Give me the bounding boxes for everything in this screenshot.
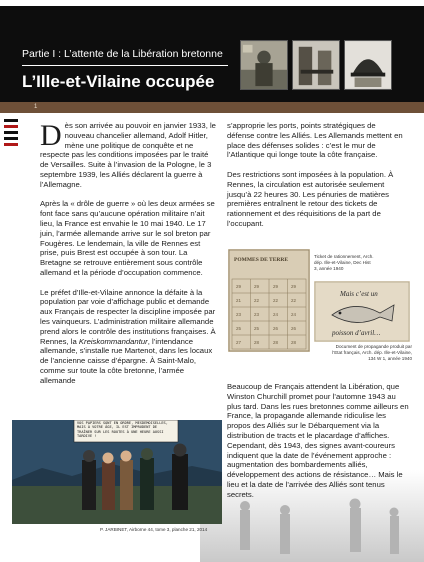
top-strip [0,0,424,6]
svg-text:22: 22 [273,298,279,303]
ration-ticket-image [228,249,310,352]
svg-text:28: 28 [254,340,260,345]
paragraph-invasion: Après la « drôle de guerre » où les deux armées se font face sans qu’aucune opération militaire n’ait lieu, la France est envahie le 10 mai 1940. Le 17 juin, l’armée allemande arrive sur le sol breton par Fougères. Le lendemain, la ville de Rennes est prise, puis Brest est occupée à son tour. La Bretagne se retrouve entièrement sous contrôle allemand et la période d’occupation commence. [40,199,215,277]
paragraph-prefet: Le préfet d’Ille-et-Vilaine annonce la défaite à la population par voie d’affichage public et demande aux Français de respecter la discipline imposée par les vainqueurs. L’administration militaire allemande prend alors le contrôle des institutions françaises. À Rennes, la Kreiskommandantur, l’intendance allemande, s’installe rue Martenot, dans les locaux de l’ancienne caisse d’épargne. À Saint-Malo, comme sur toute la côte bretonne, l’armée allemande [40,287,216,385]
poisson-text-top: Mais c’est un [340,290,378,298]
svg-text:23: 23 [254,312,260,317]
page-title: L’Ille-et-Vilaine occupée [22,72,215,91]
comic-caption: P. JARBINET, Airborne 44, tome 3, planche 21, 2014 [100,527,208,532]
svg-text:29: 29 [273,284,279,289]
poisson-text-bottom: poisson d’avril… [332,329,381,337]
svg-text:22: 22 [291,298,297,303]
svg-text:26: 26 [291,326,297,331]
svg-text:24: 24 [291,312,297,317]
paratrooper-thumbnail [292,40,340,90]
bottom-right-column [227,382,409,509]
svg-text:25: 25 [254,326,260,331]
decorative-stripes [4,119,18,149]
svg-text:26: 26 [273,326,279,331]
svg-text:21: 21 [236,298,242,303]
paragraph-ports: s’approprie les ports, points stratégiques de défense contre les Alliés. Les Allemands mettent en place des défenses solides : c’est le mur de l’Atlantique qui longe toute la côte française. [227,121,403,160]
svg-text:25: 25 [236,326,242,331]
right-column [227,121,405,239]
svg-text:27: 27 [236,340,242,345]
svg-text:28: 28 [273,340,279,345]
paragraph-liberation: Beaucoup de Français attendent la Libération, que Winston Churchill promet pour l’automne 1943 au plus tard. Dans les rues bretonnes comme ailleurs en France, la propagande allemande ridiculise les propos des Alliés sur le Débarquement via la distribution de tracts et le placardage d’affiches. Cependant, dès 1943, des signes avant-coureurs indiquent que la date de l’événement approche : augmentation des bombardements alliés, développement des actions de résistance… Mais le lieu et la date de l’arrivée des Alliés sont tenus secrets. [227,382,409,499]
svg-text:22: 22 [254,298,260,303]
dropcap: D [40,119,62,152]
soldier-portrait-thumbnail [240,40,288,90]
left-column [40,121,218,395]
svg-text:29: 29 [291,284,297,289]
section-band [0,102,424,113]
page-header [0,0,424,102]
part-heading: Partie I : L’attente de la Libération bretonne [22,48,223,60]
comic-speech-bubble: VOS PAPIERS SONT EN ORDRE, MESDEMOISELLES, MAIS À VOTRE ÂGE, IL EST IMPRUDENT DE TRAÎNER SUR LES ROUTES À UNE HEURE AUSSI TARDIVE ! [77,421,168,439]
page-number: 1 [34,104,38,110]
ticket-caption: Ticket de rationnement, Arch. dép. Ille-et-Vilaine, Dec Hist 3, année 1940 [314,254,374,271]
helmet-thumbnail [344,40,392,90]
ticket-header: POMMES DE TERRE [234,257,288,263]
paragraph-restrictions: Des restrictions sont imposées à la population. À Rennes, la circulation est autorisée seulement jusqu’à 22 heures 30. Les pénuries de matières premières entraînent le retour des tickets de rationnement et des réquisitions de la part de l’occupant. [227,169,394,228]
poisson-caption: Document de propagande produit par l’Etat français, Arch. dép. Ille-et-Vilaine, 134 W 1, année 1940 [332,344,412,361]
svg-text:29: 29 [254,284,260,289]
svg-text:28: 28 [291,340,297,345]
svg-text:29: 29 [236,284,242,289]
svg-text:23: 23 [236,312,242,317]
part-rule [22,65,228,66]
svg-text:24: 24 [273,312,279,317]
propaganda-poisson-image [314,281,410,342]
paragraph-intro: Dès son arrivée au pouvoir en janvier 1933, le nouveau chancelier allemand, Adolf Hitler, mène une politique de conquête et ne respecte pas les conditions imposées par le traité de Versailles. Suite à l’invasion de la Pologne, le 3 septembre 1939, les Alliés déclarent la guerre à l’Allemagne. [40,119,216,189]
